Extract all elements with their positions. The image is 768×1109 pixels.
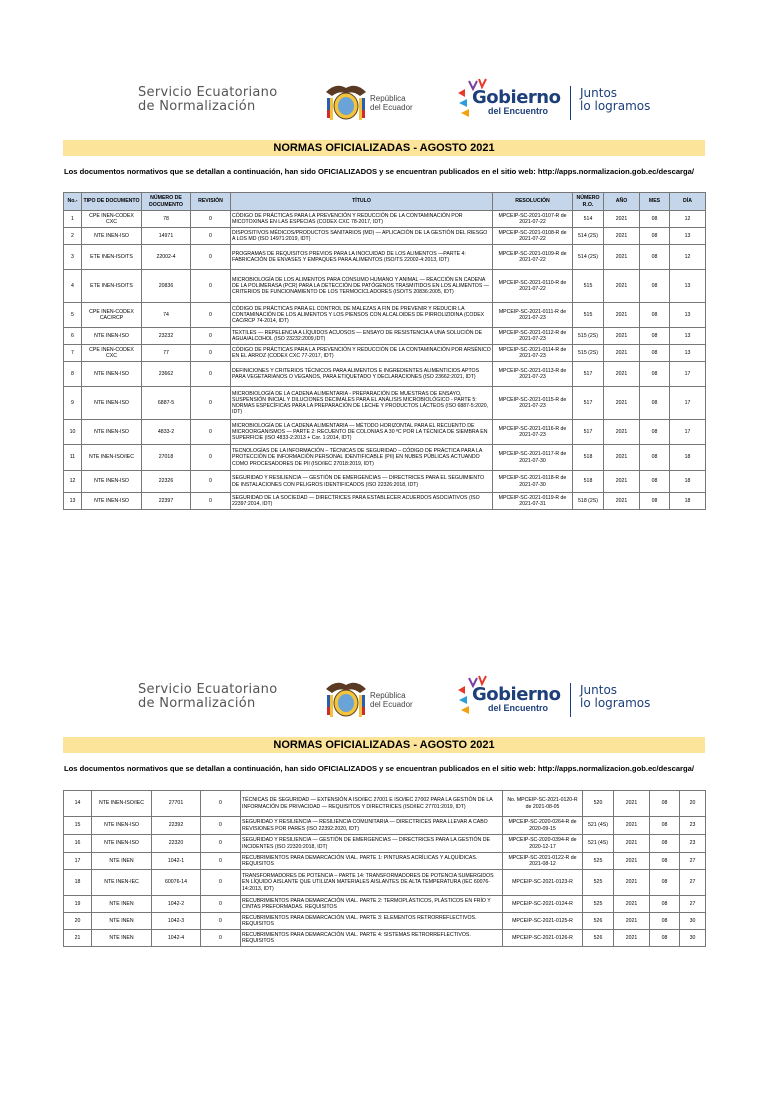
table-cell: NTE INEN-ISO/IEC [92, 791, 152, 817]
gov-subtitle: del Encuentro [488, 703, 549, 713]
table-cell: 2021 [604, 420, 640, 445]
table-cell: 6887-5 [142, 387, 191, 420]
table-cell: 514 (2S) [573, 245, 604, 270]
table-cell: NTE INEN-ISO [82, 228, 142, 245]
table-row [64, 930, 706, 947]
table-cell: 08 [640, 362, 670, 387]
table-cell: 27 [680, 870, 706, 896]
table-cell: 22002-4 [142, 245, 191, 270]
table-cell: 0 [201, 930, 241, 947]
cell-title: CÓDIGO DE PRÁCTICAS PARA EL CONTROL DE MALEZAS A FIN DE PREVENIR Y REDUCIR LA CONTAMINACIÓN DE LOS ALIMENTOS Y LOS PIENSOS CON ALCALOIDES DE PIRROLIZIDINA (CODEX CAC/RCP 74-2014, IDT) [231, 303, 493, 328]
table-cell: 08 [650, 817, 680, 835]
table-cell: NTE INEN-ISO [82, 471, 142, 493]
table-cell: MPCEIP-SC-2021-0118-R de 2021-07-30 [493, 471, 573, 493]
table-cell: 515 [573, 303, 604, 328]
table-cell: 78 [142, 211, 191, 228]
table-row [64, 493, 706, 510]
table-cell: 2021 [614, 817, 650, 835]
table-cell: 520 [583, 791, 614, 817]
table-cell: MPCEIP-SC-2021-0114-R de 2021-07-23 [493, 345, 573, 362]
table-cell: 08 [640, 270, 670, 303]
table-row [64, 870, 706, 896]
table-cell: MPCEIP-SC-2021-0124-R [503, 896, 583, 913]
slogan-line1: Juntos [580, 86, 618, 100]
table-cell: NTE INEN [92, 896, 152, 913]
logo-divider [570, 86, 571, 120]
table-cell: ETE INEN-ISO/TS [82, 270, 142, 303]
table-cell: 0 [201, 870, 241, 896]
table-cell: 13 [670, 270, 706, 303]
cell-title: PROGRAMAS DE REQUISITOS PREVIOS PARA LA INOCUIDAD DE LOS ALIMENTOS —PARTE 4: FABRICACIÓN DE ENVASES Y EMPAQUES PARA ALIMENTOS (ISO/TS 22002-4:2013, IDT) [231, 245, 493, 270]
table-cell: 08 [640, 471, 670, 493]
table-cell: NTE INEN-ISO [82, 362, 142, 387]
table-cell: MPCEIP-SC-2021-0115-R de 2021-07-23 [493, 387, 573, 420]
column-header: AÑO [604, 193, 640, 211]
ecuador-coat-of-arms-icon [322, 677, 370, 721]
table-cell: 08 [640, 245, 670, 270]
table-cell: 2021 [604, 362, 640, 387]
table-cell: 27701 [152, 791, 201, 817]
table-cell: 517 [573, 362, 604, 387]
republic-label [370, 94, 413, 112]
table-cell: 22320 [152, 835, 201, 853]
page-title-banner: NORMAS OFICIALIZADAS - AGOSTO 2021 [63, 140, 705, 156]
table-cell: 20836 [142, 270, 191, 303]
org-name [138, 86, 277, 114]
table-cell: 517 [573, 420, 604, 445]
table-cell: 23232 [142, 328, 191, 345]
table-cell: 15 [64, 817, 92, 835]
table-cell: 08 [640, 211, 670, 228]
table-row [64, 853, 706, 870]
table-cell: 521 (4S) [583, 835, 614, 853]
cell-title: TEXTILES — REPELENCIA A LÍQUIDOS ACUOSOS — ENSAYO DE RESISTENCIA A UNA SOLUCIÓN DE AGUA/ALCOHOL (ISO 23232:2009,IDT) [231, 328, 493, 345]
column-header: MES [640, 193, 670, 211]
table-cell: 0 [191, 493, 231, 510]
table-cell: 08 [650, 791, 680, 817]
republic-line1: República [370, 94, 406, 103]
column-header: REVISIÓN [191, 193, 231, 211]
table-cell: 6 [64, 328, 82, 345]
table-cell: 2021 [614, 835, 650, 853]
table-cell: 0 [191, 211, 231, 228]
column-header: DÍA [670, 193, 706, 211]
table-cell: MPCEIP-SC-2021-0111-R de 2021-07-23 [493, 303, 573, 328]
table-cell: MPCEIP-SC-2020-0264-R de 2020-09-15 [503, 817, 583, 835]
slogan [580, 684, 650, 710]
table-cell: 22326 [142, 471, 191, 493]
table-cell: NTE INEN-ISO [82, 328, 142, 345]
table-cell: 0 [191, 270, 231, 303]
org-name-line1: Servicio Ecuatoriano [138, 85, 278, 100]
table-cell: MPCEIP-SC-2021-0107-R de 2021-07-22 [493, 211, 573, 228]
table-cell: 77 [142, 345, 191, 362]
column-header: RESOLUCIÓN [493, 193, 573, 211]
document-page-1 [0, 0, 768, 512]
table-cell: 08 [650, 870, 680, 896]
table-cell: MPCEIP-SC-2020-0394-R de 2020-12-17 [503, 835, 583, 853]
table-cell: 12 [64, 471, 82, 493]
logo-divider [570, 683, 571, 717]
table-cell: 1 [64, 211, 82, 228]
table-cell: 12 [670, 245, 706, 270]
table-cell: 0 [191, 245, 231, 270]
table-cell: 23 [680, 817, 706, 835]
table-cell: CPE INEN-CODEX CAC/RCP [82, 303, 142, 328]
table-row [64, 835, 706, 853]
table-cell: 23662 [142, 362, 191, 387]
table-cell: 18 [670, 493, 706, 510]
table-cell: 13 [670, 345, 706, 362]
table-cell: 7 [64, 345, 82, 362]
table-row [64, 270, 706, 303]
table-cell: 0 [201, 853, 241, 870]
cell-title: TRANSFORMADORES DE POTENCIA – PARTE 14: TRANSFORMADORES DE POTENCIA SUMERGIDOS EN LÍQUIDO AISLANTE QUE UTILIZAN MATERIALES AISLANTES DE ALTA TEMPERATURA (IEC 60076-14:2013, IDT) [241, 870, 503, 896]
table-cell: 526 [583, 930, 614, 947]
table-cell: 0 [191, 362, 231, 387]
table-cell: 13 [670, 328, 706, 345]
table-cell: 2021 [604, 493, 640, 510]
intro-text: Los documentos normativos que se detallan a continuación, han sido OFICIALIZADOS y se encuentran publicados en el sitio web: http://apps.normalizacion.gob.ec/descarga/ [64, 167, 694, 176]
table-cell: 11 [64, 445, 82, 471]
table-cell: 5 [64, 303, 82, 328]
table-cell: NTE INEN [92, 913, 152, 930]
table-cell: 517 [573, 387, 604, 420]
ecuador-coat-of-arms-icon [322, 80, 370, 124]
table-cell: MPCEIP-SC-2021-0108-R de 2021-07-22 [493, 228, 573, 245]
table-cell: 27 [680, 896, 706, 913]
table-cell: 2021 [614, 791, 650, 817]
table-cell: MPCEIP-SC-2021-0113-R de 2021-07-23 [493, 362, 573, 387]
column-header: TÍTULO [231, 193, 493, 211]
table-cell: 2021 [604, 328, 640, 345]
cell-title: MICROBIOLOGÍA DE LA CADENA ALIMENTARIA — MÉTODO HORIZONTAL PARA EL RECUENTO DE MICROORGANISMOS — PARTE 2: RECUENTO DE COLONIAS A 30 ºC POR LA TÉCNICA DE SIEMBRA EN SUPERFICIE (ISO 4833-2:2013 + Cor. 1:2014, IDT) [231, 420, 493, 445]
org-name-line2: de Normalización [138, 696, 256, 711]
slogan [580, 87, 650, 113]
table-cell: 23 [680, 835, 706, 853]
table-cell: 08 [640, 228, 670, 245]
table-row [64, 913, 706, 930]
table-cell: 22392 [152, 817, 201, 835]
table-cell: MPCEIP-SC-2021-0119-R de 2021-07-31 [493, 493, 573, 510]
table-cell: 27 [680, 853, 706, 870]
table-cell: 4 [64, 270, 82, 303]
table-cell: 515 (2S) [573, 345, 604, 362]
table-cell: 16 [64, 835, 92, 853]
table-cell: MPCEIP-SC-2021-0109-R de 2021-07-22 [493, 245, 573, 270]
table-cell: 08 [640, 445, 670, 471]
table-cell: 08 [640, 345, 670, 362]
table-cell: 08 [640, 493, 670, 510]
table-cell: 518 [573, 471, 604, 493]
table-cell: 2021 [604, 228, 640, 245]
table-cell: 521 (4S) [583, 817, 614, 835]
table-cell: 0 [201, 896, 241, 913]
table-cell: 0 [191, 328, 231, 345]
cell-title: RECUBRIMIENTOS PARA DEMARCACIÓN VIAL. PARTE 1: PINTURAS ACRÍLICAS Y ALQUÍDICAS. REQUISITOS [241, 853, 503, 870]
table-cell: 518 (2S) [573, 493, 604, 510]
table-cell: 0 [191, 228, 231, 245]
table-cell: 2021 [604, 211, 640, 228]
cell-title: RECUBRIMIENTOS PARA DEMARCACIÓN VIAL. PARTE 2: TERMOPLÁSTICOS, PLÁSTICOS EN FRÍO Y CINTAS PREFORMADAS. REQUISITOS [241, 896, 503, 913]
table-cell: ETE INEN-ISO/TS [82, 245, 142, 270]
table-cell: 0 [191, 387, 231, 420]
org-name [138, 683, 277, 711]
cell-title: MICROBIOLOGÍA DE LOS ALIMENTOS PARA CONSUMO HUMANO Y ANIMAL — REACCIÓN EN CADENA DE LA POLIMERASA (PCR) PARA LA DETECCIÓN DE PATÓGENOS TRASMITIDOS EN LOS ALIMENTOS — CRITERIOS DE FUNCIONAMIENTO DE LOS TERMOCICLADORES (ISO/TS 20836:2005, IDT) [231, 270, 493, 303]
table-cell: 14 [64, 791, 92, 817]
table-cell: 3 [64, 245, 82, 270]
slogan-line2: lo logramos [580, 99, 651, 113]
norms-table-page-2 [63, 790, 706, 947]
table-cell: MPCEIP-SC-2021-0122-R de 2021-08-12 [503, 853, 583, 870]
cell-title: SEGURIDAD Y RESILIENCIA — GESTIÓN DE EMERGENCIAS — DIRECTRICES PARA LA GESTIÓN DE INCIDENTES (ISO 22320:2018, IDT) [241, 835, 503, 853]
table-cell: 0 [201, 817, 241, 835]
table-cell: 2021 [614, 853, 650, 870]
cell-title: CÓDIGO DE PRÁCTICAS PARA LA PREVENCIÓN Y REDUCCIÓN DE LA CONTAMINACIÓN POR MICOTOXINAS EN LAS ESPECIAS (CODEX CXC 78-2017, IDT) [231, 211, 493, 228]
table-cell: MPCEIP-SC-2021-0123-R [503, 870, 583, 896]
table-cell: 30 [680, 930, 706, 947]
table-row [64, 245, 706, 270]
table-cell: NTE INEN-ISO [92, 835, 152, 853]
norms-table-page-1 [63, 192, 706, 510]
republic-line2: del Ecuador [370, 700, 413, 709]
column-header: TIPO DE DOCUMENTO [82, 193, 142, 211]
table-cell: 0 [201, 835, 241, 853]
table-row [64, 228, 706, 245]
table-cell: MPCEIP-SC-2021-0125-R [503, 913, 583, 930]
table-row [64, 387, 706, 420]
table-cell: CPE INEN-CODEX CXC [82, 345, 142, 362]
table-cell: MPCEIP-SC-2021-0116-R de 2021-07-23 [493, 420, 573, 445]
table-cell: 2021 [614, 930, 650, 947]
table-cell: 0 [191, 471, 231, 493]
table-cell: 525 [583, 896, 614, 913]
table-cell: 08 [650, 913, 680, 930]
republic-label [370, 691, 413, 709]
table-cell: No. MPCEIP-SC-2021-0120-R de 2021-08-05 [503, 791, 583, 817]
slogan-line1: Juntos [580, 683, 618, 697]
table-cell: 08 [650, 930, 680, 947]
table-cell: 08 [640, 420, 670, 445]
table-cell: 22397 [142, 493, 191, 510]
table-cell: 2021 [614, 896, 650, 913]
table-cell: 18 [64, 870, 92, 896]
table-cell: 17 [670, 420, 706, 445]
table-cell: 17 [670, 362, 706, 387]
table-cell: 30 [680, 913, 706, 930]
table-cell: 20 [680, 791, 706, 817]
table-cell: 2021 [604, 270, 640, 303]
table-cell: CPE INEN-CODEX CXC [82, 211, 142, 228]
table-cell: 9 [64, 387, 82, 420]
table-cell: 2021 [604, 345, 640, 362]
table-cell: 21 [64, 930, 92, 947]
table-cell: NTE INEN-ISO/IEC [82, 445, 142, 471]
table-row [64, 817, 706, 835]
org-name-line2: de Normalización [138, 99, 256, 114]
table-cell: 18 [670, 471, 706, 493]
table-cell: 2021 [604, 471, 640, 493]
table-cell: 17 [670, 387, 706, 420]
table-row [64, 362, 706, 387]
republic-line1: República [370, 691, 406, 700]
slogan-line2: lo logramos [580, 696, 651, 710]
table-row [64, 420, 706, 445]
republic-line2: del Ecuador [370, 103, 413, 112]
cell-title: DEFINICIONES Y CRITERIOS TÉCNICOS PARA ALIMENTOS E INGREDIENTES ALIMENTICIOS APTOS PARA VEGETARIANOS O VEGANOS, PARA ETIQUETADO Y DECLARACIONES (ISO 23662:2021, IDT) [231, 362, 493, 387]
cell-title: TÉCNICAS DE SEGURIDAD — EXTENSIÓN A ISO/IEC 27001 E ISO/IEC 27002 PARA LA GESTIÓN DE LA INFORMACIÓN DE PRIVACIDAD — REQUISITOS Y DIRECTRICES (ISO/IEC 27701:2019, IDT) [241, 791, 503, 817]
table-cell: 0 [191, 420, 231, 445]
table-cell: 1042-2 [152, 896, 201, 913]
table-cell: 2021 [604, 303, 640, 328]
table-cell: 27018 [142, 445, 191, 471]
table-cell: 1042-3 [152, 913, 201, 930]
cell-title: DISPOSITIVOS MÉDICOS/PRODUCTOS SANITARIOS (MD) — APLICACIÓN DE LA GESTIÓN DEL RIESGO A LOS MD (ISO 14971:2019, IDT) [231, 228, 493, 245]
table-cell: 14971 [142, 228, 191, 245]
table-cell: 08 [650, 853, 680, 870]
table-cell: MPCEIP-SC-2021-0117-R de 2021-07-30 [493, 445, 573, 471]
table-cell: 2021 [604, 387, 640, 420]
table-cell: 8 [64, 362, 82, 387]
table-cell: 1042-1 [152, 853, 201, 870]
table-cell: MPCEIP-SC-2021-0126-R [503, 930, 583, 947]
table-row [64, 328, 706, 345]
table-row [64, 896, 706, 913]
table-cell: 2021 [614, 913, 650, 930]
table-cell: 10 [64, 420, 82, 445]
table-cell: 17 [64, 853, 92, 870]
cell-title: SEGURIDAD Y RESILIENCIA — GESTIÓN DE EMERGENCIAS — DIRECTRICES PARA EL SEGUIMIENTO DE INSTALACIONES CON PELIGROS IDENTIFICADOS (ISO 22326:2018, IDT) [231, 471, 493, 493]
table-cell: 08 [640, 387, 670, 420]
table-cell: 1042-4 [152, 930, 201, 947]
table-row [64, 445, 706, 471]
table-cell: 518 [573, 445, 604, 471]
table-cell: NTE INEN-ISO [82, 387, 142, 420]
table-cell: 08 [640, 328, 670, 345]
table-cell: 13 [670, 228, 706, 245]
table-cell: 60076-14 [152, 870, 201, 896]
cell-title: SEGURIDAD DE LA SOCIEDAD — DIRECTRICES PARA ESTABLECER ACUERDOS ASOCIATIVOS (ISO 22397:2014, IDT) [231, 493, 493, 510]
cell-title: SEGURIDAD Y RESILIENCIA — RESILIENCIA COMUNITARIA — DIRECTRICES PARA LLEVAR A CABO REVISIONES POR PARES (ISO 22392:2020, IDT) [241, 817, 503, 835]
table-cell: 0 [191, 345, 231, 362]
table-cell: 20 [64, 913, 92, 930]
table-cell: NTE INEN [92, 930, 152, 947]
table-cell: 0 [201, 913, 241, 930]
table-row [64, 345, 706, 362]
column-header: No.- [64, 193, 82, 211]
cell-title: CÓDIGO DE PRÁCTICAS PARA LA PREVENCIÓN Y REDUCCIÓN DE LA CONTAMINACIÓN POR ARSÉNICO EN EL ARROZ (CODEX CXC 77-2017, IDT) [231, 345, 493, 362]
table-cell: 2021 [614, 870, 650, 896]
table-cell: 19 [64, 896, 92, 913]
gov-subtitle: del Encuentro [488, 106, 549, 116]
table-cell: MPCEIP-SC-2021-0112-R de 2021-07-23 [493, 328, 573, 345]
table-row [64, 471, 706, 493]
table-cell: 526 [583, 913, 614, 930]
column-header: NÚMERO DE DOCUMENTO [142, 193, 191, 211]
table-cell: 2021 [604, 245, 640, 270]
table-cell: NTE INEN-IEC [92, 870, 152, 896]
table-cell: 2021 [604, 445, 640, 471]
table-cell: 13 [670, 303, 706, 328]
table-row [64, 303, 706, 328]
table-cell: NTE INEN-ISO [82, 420, 142, 445]
page-title-banner: NORMAS OFICIALIZADAS - AGOSTO 2021 [63, 737, 705, 753]
table-cell: 525 [583, 853, 614, 870]
table-cell: 08 [650, 835, 680, 853]
table-cell: NTE INEN-ISO [92, 817, 152, 835]
cell-title: RECUBRIMIENTOS PARA DEMARCACIÓN VIAL. PARTE 4: SISTEMAS RETRORREFLECTIVOS. REQUISITOS [241, 930, 503, 947]
table-cell: 525 [583, 870, 614, 896]
cell-title: RECUBRIMIENTOS PARA DEMARCACIÓN VIAL. PARTE 3: ELEMENTOS RETRORREFLECTIVOS. REQUISITOS [241, 913, 503, 930]
table-row [64, 211, 706, 228]
table-cell: 0 [191, 445, 231, 471]
table-cell: 514 [573, 211, 604, 228]
column-header: NÚMERO R.O. [573, 193, 604, 211]
table-cell: 2 [64, 228, 82, 245]
table-cell: 0 [191, 303, 231, 328]
table-cell: 0 [201, 791, 241, 817]
table-row [64, 791, 706, 817]
table-cell: 515 (2S) [573, 328, 604, 345]
table-cell: 08 [650, 896, 680, 913]
table-cell: 514 (2S) [573, 228, 604, 245]
table-cell: 13 [64, 493, 82, 510]
table-cell: 74 [142, 303, 191, 328]
intro-text: Los documentos normativos que se detallan a continuación, han sido OFICIALIZADOS y se encuentran publicados en el sitio web: http://apps.normalizacion.gob.ec/descarga/ [64, 764, 694, 773]
table-cell: 4833-2 [142, 420, 191, 445]
gov-name: Gobierno [472, 87, 561, 108]
cell-title: TECNOLOGÍAS DE LA INFORMACIÓN – TÉCNICAS DE SEGURIDAD – CÓDIGO DE PRÁCTICA PARA LA PROTECCIÓN DE INFORMACIÓN PERSONAL IDENTIFICABLE (PII) EN NUBES PÚBLICAS ACTUANDO COMO PROCESADORES DE PII (ISO/IEC 27018:2019, IDT) [231, 445, 493, 471]
table-cell: NTE INEN [92, 853, 152, 870]
table-cell: 12 [670, 211, 706, 228]
table-cell: 08 [640, 303, 670, 328]
document-page-2 [0, 597, 768, 1109]
gov-name: Gobierno [472, 684, 561, 705]
table-header-row [64, 193, 706, 211]
cell-title: MICROBIOLOGÍA DE LA CADENA ALIMENTARIA - PREPARACIÓN DE MUESTRAS DE ENSAYO, SUSPENSIÓN INICIAL Y DILUCIONES DECIMALES PARA EL ANÁLISIS MICROBIOLÓGICO - PARTE 5: NORMAS ESPECÍFICAS PARA LA PREPARACIÓN DE LECHE Y PRODUCTOS LÁCTEOS (ISO 6887-5:2020, IDT) [231, 387, 493, 420]
table-cell: NTE INEN-ISO [82, 493, 142, 510]
table-cell: 515 [573, 270, 604, 303]
org-name-line1: Servicio Ecuatoriano [138, 682, 278, 697]
table-cell: 18 [670, 445, 706, 471]
table-cell: MPCEIP-SC-2021-0110-R de 2021-07-22 [493, 270, 573, 303]
